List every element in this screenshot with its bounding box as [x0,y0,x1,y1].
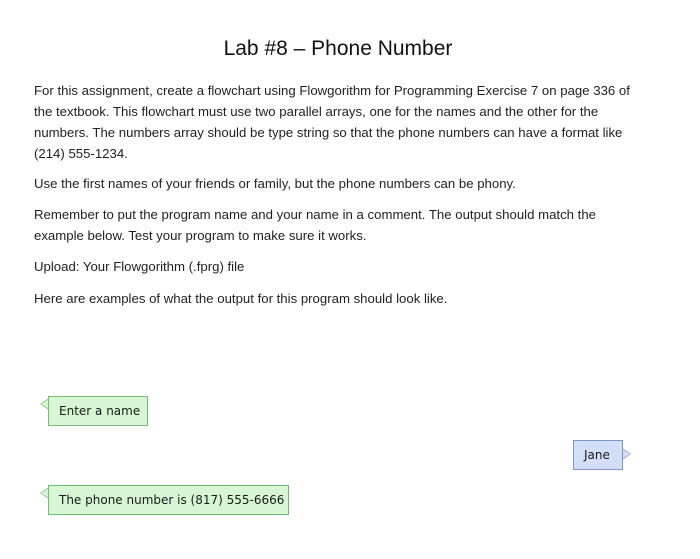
input-bubble-tail-fill [622,449,630,459]
output-bubble-prompt: Enter a name [48,396,148,426]
input-bubble-user-entry: Jane [573,440,623,470]
upload-paragraph: Upload: Your Flowgorithm (.fprg) file [34,259,245,274]
comment-requirement-paragraph: Remember to put the program name and your name in a comment. The output should match the example below. Test your program to make sure it works. [34,207,596,243]
names-note-paragraph: Use the first names of your friends or family, but the phone numbers can be phony. [34,176,516,191]
page-title: Lab #8 – Phone Number [223,37,453,60]
instructions-paragraph: For this assignment, create a flowchart using Flowgorithm for Programming Exercise 7 on page 336 of the textbook. This flowchart must use two parallel arrays, one for the names and the other for the numbers. The numbers array should be type string so that the phone numbers can have a format like (214) 555-1234. [34,83,630,161]
output-bubble-result: The phone number is (817) 555-6666 [48,485,289,515]
examples-intro-paragraph: Here are examples of what the output for this program should look like. [34,291,448,306]
